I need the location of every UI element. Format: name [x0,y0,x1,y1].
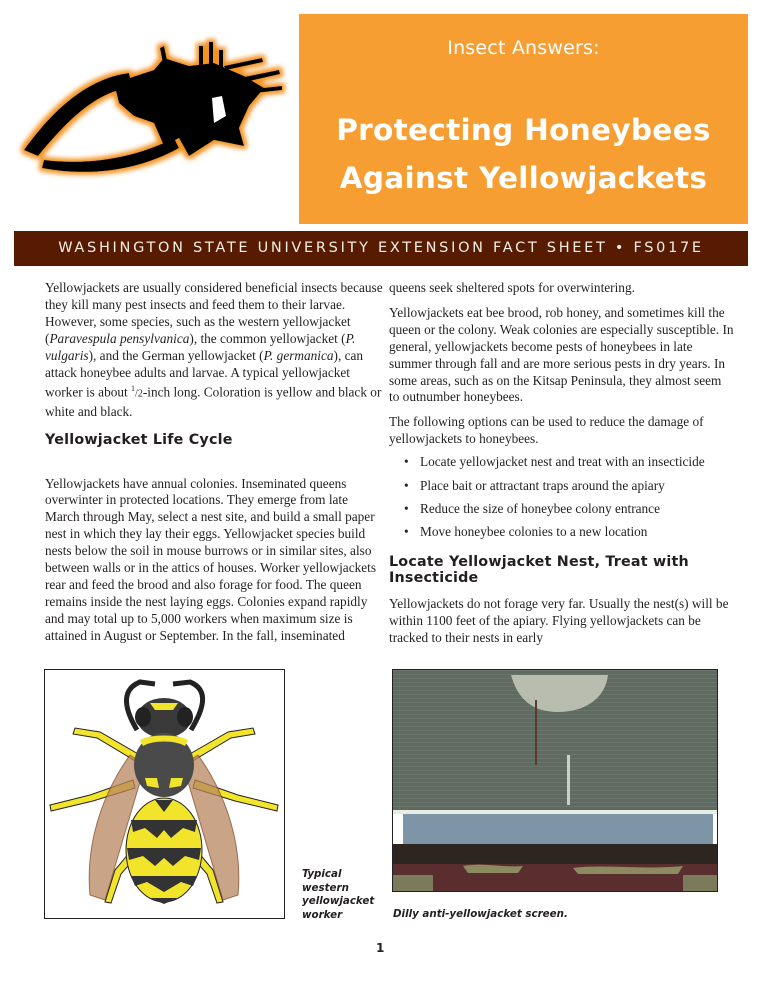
hive-screen-photo [392,669,718,892]
caption-line: worker [302,908,343,921]
options-list [389,454,734,548]
option-text: Locate yellowjacket nest and treat with an insecticide [420,454,705,470]
intro-text-4: ), can attack honeybee adults and larvae. A typical yellowjacket worker is about [45,347,364,400]
insect-caption [302,868,382,922]
bullet-icon: • [404,454,409,470]
bullet-icon: • [404,477,409,493]
yellowjacket-illustration [44,669,285,919]
right-column [389,280,734,646]
intro-text-3: ), and the German yellowjacket ( [88,347,264,363]
species-name-german: P. germanica [263,347,334,363]
intro-text-5: -inch long. Coloration is yellow and black or white and black. [45,384,382,419]
title-line-1: Protecting Honeybees [336,113,711,147]
damage-paragraph: Yellowjackets eat bee brood, rob honey, and sometimes kill the queen or the colony. Weak colonies are especially susceptible. In general, yellowjackets become pests of honeybees in late summer through fall and are more serious pests in dry years. In some areas, such as on the Kitsap Peninsula, they almost seem to outnumber honeybees. [389,304,734,405]
page-title [299,106,748,202]
yellowjacket-logo-icon [14,28,289,188]
fraction-denominator: /2 [135,388,143,400]
bullet-icon: • [404,524,409,540]
option-text: Move honeybee colonies to a new location [420,524,648,540]
fraction-numerator: 1 [131,384,136,394]
caption-line: western [302,881,349,894]
locate-paragraph: Yellowjackets do not forage very far. Usually the nest(s) will be within 1100 feet of the apiary. Flying yellowjackets can be tracked to their nests in early [389,595,729,645]
species-name-common: P. vulgaris [45,330,356,363]
list-item [389,478,734,501]
list-item [389,501,734,524]
title-line-2: Against Yellowjackets [339,161,708,195]
option-text: Reduce the size of honeybee colony entrance [420,500,660,516]
heading-locate-nest: Locate Yellowjacket Nest, Treat with Insecticide [389,553,689,586]
left-column [45,280,385,645]
list-item [389,454,734,477]
heading-life-cycle: Yellowjacket Life Cycle [45,431,233,448]
option-text: Place bait or attractant traps around the apiary [420,477,665,493]
intro-text-2: ), the common yellowjacket ( [189,330,346,346]
options-intro: The following options can be used to reduce the damage of yellowjackets to honeybees. [389,414,704,447]
species-name-western: Paravespula pensylvanica [49,330,190,346]
fact-sheet-band: WASHINGTON STATE UNIVERSITY EXTENSION FACT SHEET • FS017E [14,231,748,266]
list-item [389,524,734,547]
title-banner [299,14,748,224]
page-number: 1 [376,941,385,955]
caption-line: yellowjacket [302,895,375,907]
continuation-paragraph: queens seek sheltered spots for overwintering. [389,280,635,295]
bullet-icon: • [404,500,409,516]
series-kicker: Insect Answers: [447,37,600,59]
intro-paragraph [45,280,385,421]
caption-line: Typical [302,868,342,880]
intro-text-1: Yellowjackets are usually considered beneficial insects because they kill many pest insects and feed them to their larvae. However, some species, such as the western yellowjacket ( [45,280,383,346]
life-cycle-paragraph: Yellowjackets have annual colonies. Inseminated queens overwinter in protected locations. They emerge from late March through May, select a nest site, and build a small paper nest in which they lay their eggs. Yellowjacket species build nests below the soil in mouse burrows or in similar sites, also between walls or in the attics of houses. Worker yellowjackets rear and feed the brood and also forage for food. The queen remains inside the nest laying eggs. Colonies expand rapidly and may total up to 5,000 workers when maximum size is attained in August or September. In the fall, inseminated [45,475,377,643]
photo-caption: Dilly anti-yellowjacket screen. [393,908,568,920]
